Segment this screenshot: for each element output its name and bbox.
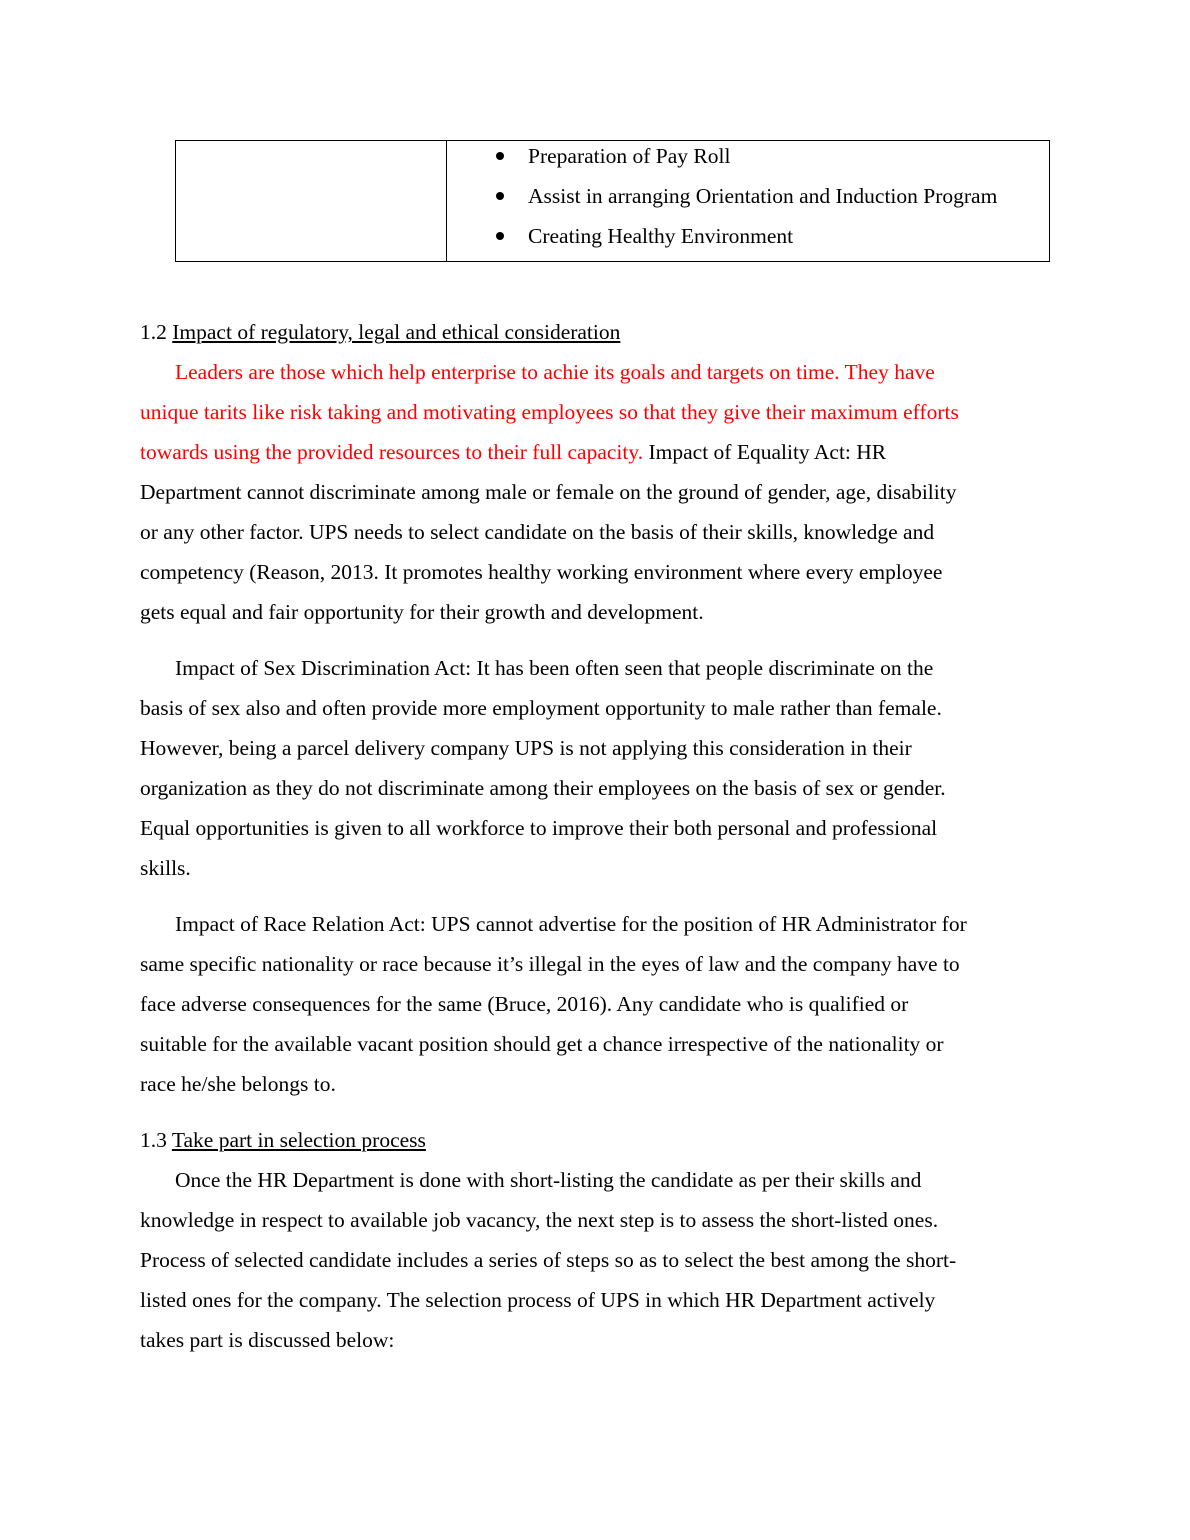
- text-line: Impact of Sex Discrimination Act: It has been often seen that people discriminate on the: [175, 656, 934, 680]
- text-line: or any other factor. UPS needs to select candidate on the basis of their skills, knowledge and: [140, 520, 935, 544]
- text-line: Equal opportunities is given to all workforce to improve their both personal and professional: [140, 816, 938, 840]
- text-line: unique tarits like risk taking and motivating employees so that they give their maximum efforts: [140, 400, 959, 424]
- paragraph-equality: [140, 352, 1060, 632]
- text-line: Department cannot discriminate among male or female on the ground of gender, age, disability: [140, 480, 957, 504]
- text-line: Once the HR Department is done with short-listing the candidate as per their skills and: [175, 1168, 922, 1192]
- bullet-icon: [496, 232, 504, 240]
- bullet-icon: [496, 152, 504, 160]
- text-line: However, being a parcel delivery company UPS is not applying this consideration in their: [140, 736, 912, 760]
- text-line: face adverse consequences for the same (Bruce, 2016). Any candidate who is qualified or: [140, 992, 909, 1016]
- section-title: Take part in selection process: [171, 1128, 426, 1152]
- section-heading: [140, 312, 1060, 352]
- text-line: race he/she belongs to.: [140, 1072, 336, 1096]
- text-line: [140, 432, 1060, 472]
- paragraph-race-relation: [140, 904, 1060, 1104]
- text-line: Process of selected candidate includes a series of steps so as to select the best among the short-: [140, 1248, 957, 1272]
- table-column-divider: [446, 141, 447, 261]
- section-number: 1.3: [140, 1128, 172, 1152]
- text: Impact of Equality Act: HR: [643, 440, 887, 464]
- bullet-icon: [496, 192, 504, 200]
- section-title: Impact of regulatory, legal and ethical consideration: [172, 320, 621, 344]
- text-line: Leaders are those which help enterprise to achie its goals and targets on time. They have: [175, 360, 935, 384]
- text-line: suitable for the available vacant position should get a chance irrespective of the nationality or: [140, 1032, 944, 1056]
- text-line: basis of sex also and often provide more employment opportunity to male rather than female.: [140, 696, 942, 720]
- text-line: Impact of Race Relation Act: UPS cannot advertise for the position of HR Administrator for: [175, 912, 967, 936]
- section-1-3: [140, 1120, 1060, 1360]
- text-line: gets equal and fair opportunity for their growth and development.: [140, 600, 704, 624]
- text-line: listed ones for the company. The selection process of UPS in which HR Department actively: [140, 1288, 936, 1312]
- text-line: skills.: [140, 856, 191, 880]
- bullet-text: Creating Healthy Environment: [528, 224, 794, 248]
- highlighted-text: towards using the provided resources to their full capacity.: [140, 440, 644, 464]
- text-line: same specific nationality or race because it’s illegal in the eyes of law and the company have to: [140, 952, 960, 976]
- text-line: organization as they do not discriminate among their employees on the basis of sex or gender.: [140, 776, 946, 800]
- bullet-text: Preparation of Pay Roll: [528, 144, 731, 168]
- section-number: 1.2: [140, 320, 173, 344]
- bullet-text: Assist in arranging Orientation and Induction Program: [528, 184, 998, 208]
- section-heading: [140, 1120, 1060, 1160]
- text-line: takes part is discussed below:: [140, 1328, 395, 1352]
- text-line: knowledge in respect to available job vacancy, the next step is to assess the short-listed ones.: [140, 1208, 939, 1232]
- paragraph-sex-discrimination: [140, 648, 1060, 888]
- responsibilities-table: [175, 140, 1050, 262]
- section-1-2: [140, 312, 1060, 1360]
- text-line: competency (Reason, 2013. It promotes healthy working environment where every employee: [140, 560, 943, 584]
